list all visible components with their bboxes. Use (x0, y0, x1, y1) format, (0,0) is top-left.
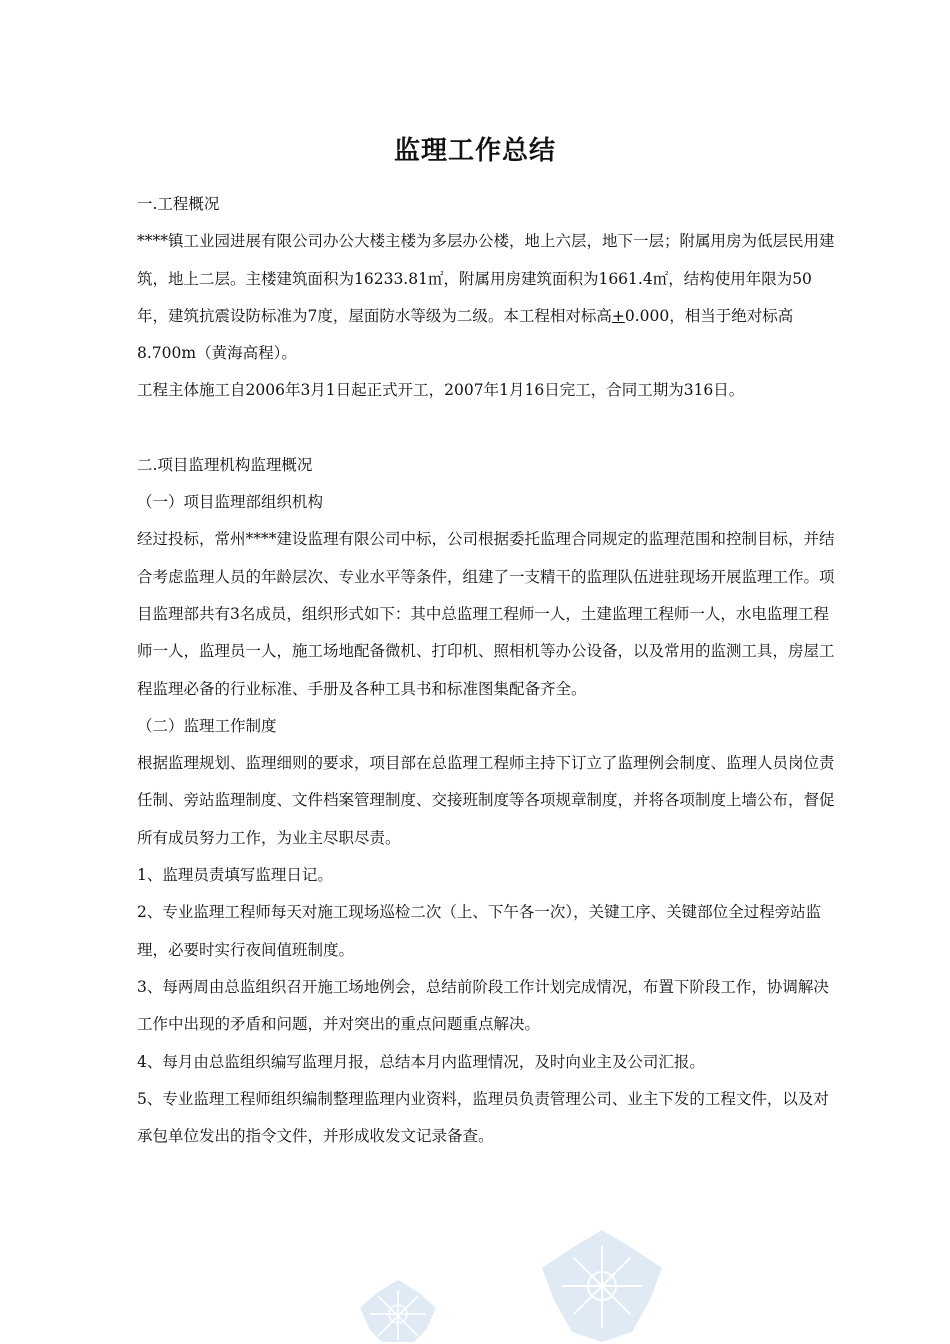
subsection-2-heading: （二）监理工作制度 (137, 716, 277, 735)
document-body (137, 186, 837, 1155)
snowflake-watermark-icon (358, 1278, 438, 1344)
para1-text-b: 0.000，相当于绝对标高8.700m（黄海高程）。 (137, 306, 794, 363)
section-1-paragraph-1 (137, 223, 837, 372)
blank-line (137, 410, 837, 447)
snowflake-watermark-icon (540, 1228, 665, 1344)
subsection-1-paragraph: 经过投标，常州****建设监理有限公司中标，公司根据委托监理合同规定的监理范围和控制目标，并结合考虑监理人员的年龄层次、专业水平等条件，组建了一支精干的监理队伍进驻现场开展监理工作。项目监理部共有3名成员，组织形式如下：其中总监理工程师一人，土建监理工程师一人，水电监理工程师一人，监理员一人，施工场地配备微机、打印机、照相机等办公设备，以及常用的监测工具，房屋工程监理必备的行业标准、手册及各种工具书和标准图集配备齐全。 (137, 530, 835, 698)
subsection-2-paragraph: 根据监理规划、监理细则的要求，项目部在总监理工程师主持下订立了监理例会制度、监理人员岗位责任制、旁站监理制度、文件档案管理制度、交接班制度等各项规章制度，并将各项制度上墙公布，督促所有成员努力工作，为业主尽职尽责。 (137, 754, 835, 847)
list-item: 5、专业监理工程师组织编制整理监理内业资料，监理员负责管理公司、业主下发的工程文件，以及对承包单位发出的指令文件，并形成收发文记录备查。 (137, 1089, 829, 1146)
section-2-heading: 二.项目监理机构监理概况 (137, 455, 313, 474)
section-1-heading: 一.工程概况 (137, 195, 220, 213)
list-item: 1、监理员责填写监理日记。 (137, 866, 333, 885)
list-item: 4、每月由总监组织编写监理月报，总结本月内监理情况，及时向业主及公司汇报。 (137, 1052, 705, 1071)
plus-minus-sign: + (611, 306, 625, 325)
list-item: 3、每两周由总监组织召开施工场地例会，总结前阶段工作计划完成情况，布置下阶段工作，协调解决工作中出现的矛盾和问题，并对突出的重点问题重点解决。 (137, 977, 829, 1034)
list-item: 2、专业监理工程师每天对施工现场巡检二次（上、下午各一次），关键工序、关键部位全过程旁站监理，必要时实行夜间值班制度。 (137, 903, 822, 959)
para1-text-a: ****镇工业园进展有限公司办公大楼主楼为多层办公楼，地上六层，地下一层；附属用房为低层民用建筑，地上二层。主楼建筑面积为16233.81㎡，附属用房建筑面积为1661.4㎡，结构使用年限为50年，建筑抗震设防标准为7度，屋面防水等级为二级。本工程相对标高 (137, 232, 835, 325)
section-1-paragraph-2: 工程主体施工自2006年3月1日起正式开工，2007年1月16日完工，合同工期为316日。 (137, 381, 745, 400)
subsection-1-heading: （一）项目监理部组织机构 (137, 493, 324, 512)
document-title: 监理工作总结 (393, 136, 556, 166)
